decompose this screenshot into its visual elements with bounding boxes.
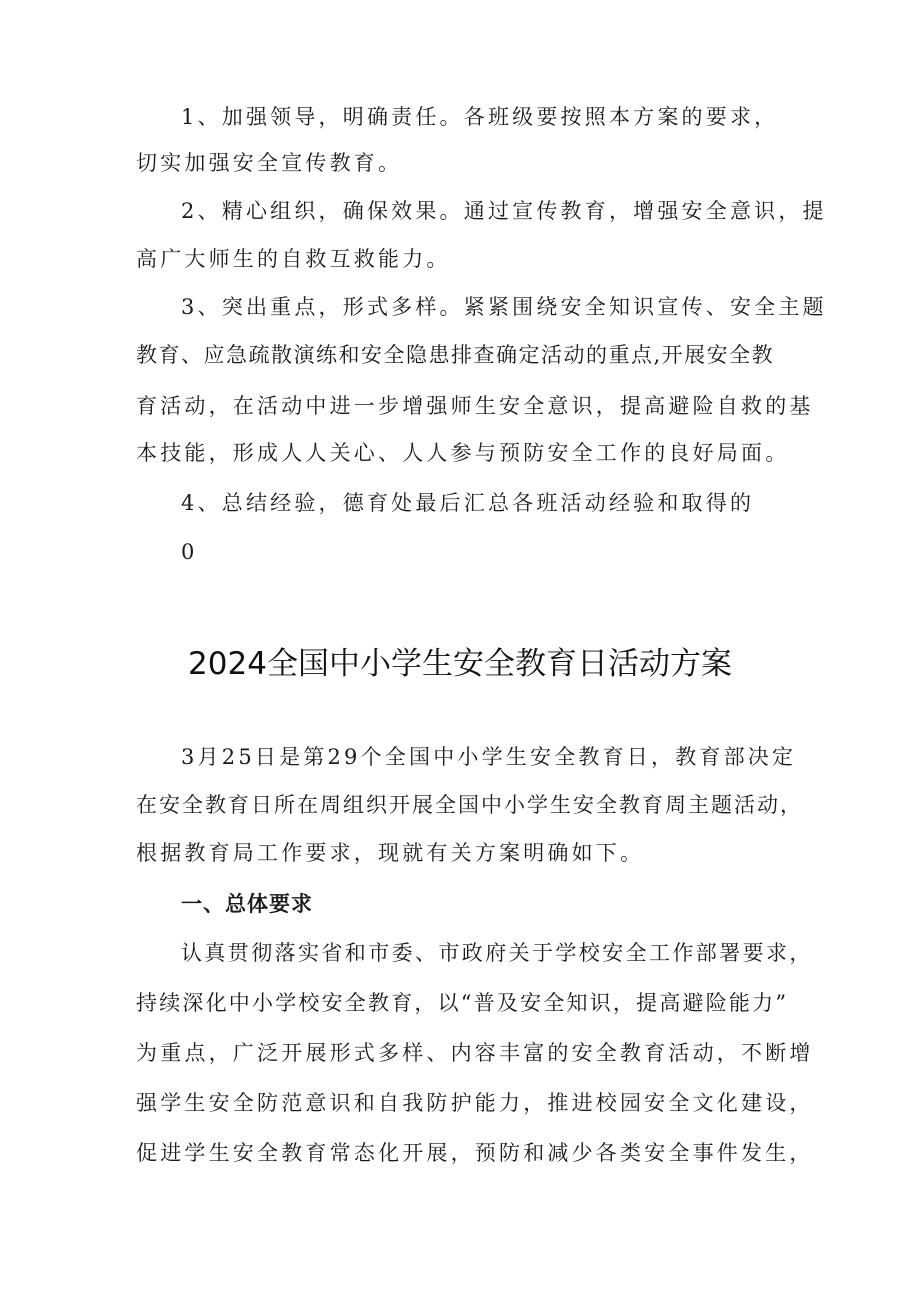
- paragraph-line: 4、总结经验，德育处最后汇总各班活动经验和取得的: [181, 491, 755, 515]
- section-body-line: 强学生安全防范意识和自我防护能力，推进校园安全文化建设，: [136, 1091, 814, 1115]
- paragraph-line: 1、加强领导，明确责任。各班级要按照本方案的要求，: [181, 105, 779, 129]
- paragraph-line: 3、突出重点，形式多样。紧紧围绕安全知识宣传、安全主题: [181, 295, 827, 319]
- section-heading: 一、总体要求: [181, 892, 313, 916]
- paragraph-line: 育活动，在活动中进一步增强师生安全意识，提高避险自救的基: [136, 394, 814, 418]
- paragraph-line: 本技能，形成人人关心、人人参与预防安全工作的良好局面。: [136, 441, 790, 465]
- intro-line: 根据教育局工作要求，现就有关方案明确如下。: [136, 841, 645, 865]
- section-body-line: 为重点，广泛开展形式多样、内容丰富的安全教育活动，不断增: [136, 1041, 814, 1065]
- section-body-line: 持续深化中小学校安全教育，以“普及安全知识，提高避险能力”: [136, 991, 789, 1015]
- section-body-line: 促进学生安全教育常态化开展，预防和减少各类安全事件发生，: [136, 1141, 814, 1165]
- paragraph-line: 教育、应急疏散演练和安全隐患排查确定活动的重点,开展安全教: [136, 343, 775, 367]
- paragraph-line: 切实加强安全宣传教育。: [136, 151, 403, 175]
- section-body-line: 认真贯彻落实省和市委、市政府关于学校安全工作部署要求，: [181, 941, 813, 965]
- intro-line: 在安全教育日所在周组织开展全国中小学生安全教育周主题活动，: [136, 793, 803, 817]
- document-title: 2024全国中小学生安全教育日活动方案: [188, 646, 732, 682]
- paragraph-line: 高广大师生的自救互救能力。: [136, 247, 451, 271]
- intro-line: 3月25日是第29个全国中小学生安全教育日，教育部决定: [181, 745, 797, 769]
- paragraph-line: 0: [181, 540, 198, 564]
- paragraph-line: 2、精心组织，确保效果。通过宣传教育，增强安全意识，提: [181, 199, 827, 223]
